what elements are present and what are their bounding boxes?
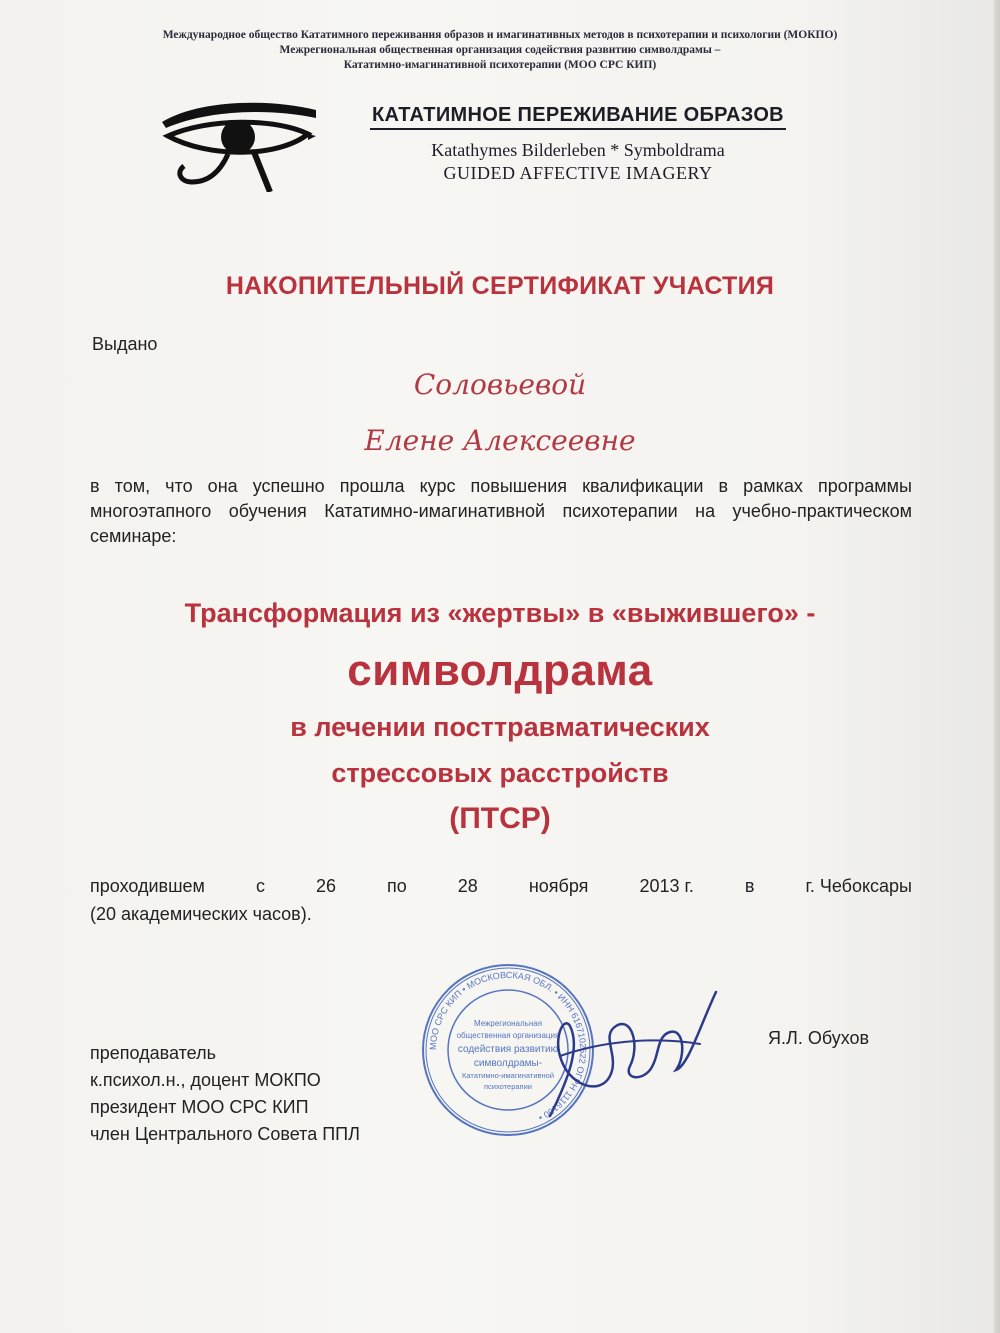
date-word: с [255,876,265,896]
stamp-center-line: Кататимно-имагинативной [461,1071,555,1080]
handwritten-signature [540,986,730,1126]
stamp-ring-text: МОО СРС КИП • МОСКОВСКАЯ ОБЛ. • ИНН 6167102522 ОГРН 1116100 • [427,969,589,1123]
role-line: член Центрального Совета ППЛ [90,1124,360,1144]
date-word: 26 [315,876,336,896]
logo-title: КАТАТИМНОЕ ПЕРЕЖИВАНИЕ ОБРАЗОВ [370,104,786,130]
role-line: к.психол.н., доцент МОКПО [90,1070,321,1090]
date-word: по [387,876,407,896]
stamp-center-line: содействия развитию [457,1044,559,1055]
certificate-title: НАКОПИТЕЛЬНЫЙ СЕРТИФИКАТ УЧАСТИЯ [225,272,775,300]
date-word: в [744,876,755,896]
eye-of-horus-icon [158,96,318,192]
certificate-body: в том, что она успешно прошла курс повышения квалификации в рамках программы многоэтапного обучения Кататимно-имагинативной психотерапии на учебно-практическом семинаре: [90,476,912,546]
logo-text-block [318,104,838,184]
seminar-topic-line-3: в лечении посттравматических [290,712,710,742]
seminar-topic-line-5: (ПТСР) [449,802,551,835]
date-word: 2013 г. [639,876,694,896]
paper-edge [994,0,1000,1333]
stamp-center-line: Межрегиональная [473,1019,543,1028]
seminar-date-line [90,876,912,897]
role-line: преподаватель [90,1043,216,1063]
date-word: проходившем [90,876,205,896]
recipient-surname: Соловьевой [413,368,587,401]
logo-subtitle-german: Katathymes Bilderleben * Symboldrama [431,140,725,160]
issued-label: Выдано [92,334,158,354]
org-line-3: Кататимно-имагинативной психотерапии (МОО СРС КИП) [343,59,657,71]
academic-hours: (20 академических часов). [90,904,312,924]
logo-subtitle-english: GUIDED AFFECTIVE IMAGERY [443,163,713,183]
date-word: г. Чебоксары [805,876,912,896]
seminar-topic-line-4: стрессовых расстройств [331,758,669,788]
seminar-topic-line-1: Трансформация из «жертвы» в «выжившего» - [184,598,816,628]
date-word: 28 [457,876,478,896]
signatory-name: Я.Л. Обухов [768,1028,870,1048]
stamp-center-line: общественная организация [456,1031,560,1040]
org-line-2: Межрегиональная общественная организация содействия развитию символдрамы – [279,44,721,56]
org-line-1: Международное общество Кататимного переживания образов и имагинативных методов в психотерапии и психологии (МОКПО) [162,29,838,41]
seminar-topic-line-2: символдрама [347,646,653,695]
stamp-center-line: психотерапии [484,1082,532,1091]
organization-header [60,28,940,73]
stamp-center-line: символдрамы- [473,1058,543,1069]
role-line: президент МОО СРС КИП [90,1097,309,1117]
date-word: ноября [528,876,589,896]
recipient-given-names: Елене Алексеевне [364,424,636,457]
signatory-roles [90,1040,360,1148]
